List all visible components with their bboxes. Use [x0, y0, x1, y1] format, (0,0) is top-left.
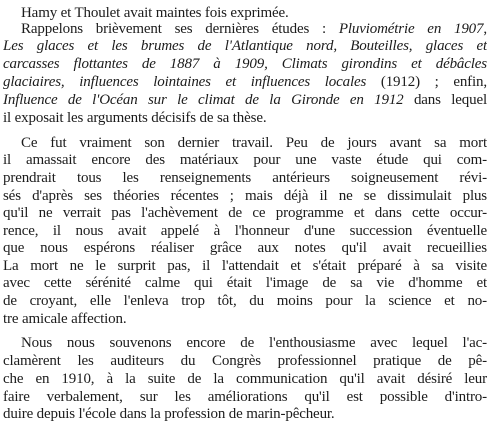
- text-line: [3, 38, 487, 55]
- body-text: dans lequel: [403, 92, 487, 108]
- text-line: [3, 275, 487, 292]
- body-text: La mort ne le surprit pas, il l'attendait et s'était préparé à sa visite: [3, 258, 487, 274]
- text-line: [3, 188, 487, 205]
- italic-title-text: Pluviométrie en 1907: [338, 21, 484, 37]
- text-line: [3, 353, 487, 370]
- text-line: [3, 258, 487, 275]
- italic-title-text: glaciaires, influences lointaines et influences locales: [3, 74, 367, 90]
- text-line: [21, 135, 487, 152]
- body-text: tre amicale affection.: [3, 311, 127, 327]
- body-text: duire depuis l'école dans la profession de marin-pêcheur.: [3, 406, 335, 422]
- text-line: [3, 311, 126, 328]
- text-line: [3, 205, 487, 222]
- body-text: faire verbalement, sur les améliorations qu'il est possible d'intro-: [3, 389, 487, 405]
- body-text: (1912) ; enfin,: [366, 74, 487, 90]
- text-line: [3, 92, 487, 109]
- body-text: avec cette sérénité calme qui était l'image de sa vie d'homme et: [3, 275, 487, 291]
- text-line: [21, 5, 289, 22]
- text-line: [3, 240, 487, 257]
- text-line: [21, 335, 487, 352]
- text-line: [3, 152, 487, 169]
- body-text: Rappelons brièvement ses dernières études :: [21, 21, 339, 37]
- italic-title-text: carcasses flottantes de 1887 à 1909, Climats girondins et débâcles: [3, 56, 487, 72]
- italic-title-text: Les glaces et les brumes de l'Atlantique nord, Bouteilles, glaces et: [3, 38, 487, 54]
- text-line: [3, 389, 487, 406]
- body-text: il amassait encore des matériaux pour une vaste étude qui com-: [3, 152, 487, 168]
- body-text: che en 1910, à la suite de la communication qu'il avait désiré leur: [3, 371, 487, 387]
- body-text: ,: [483, 21, 487, 37]
- text-line: [3, 56, 487, 73]
- body-text: prendrait tous les renseignements antérieurs soigneusement révi-: [3, 170, 487, 186]
- text-line: [3, 74, 487, 91]
- body-text: qu'il ne verrait pas l'achèvement de ce programme et dans cette occur-: [3, 205, 487, 221]
- text-line: [21, 21, 487, 38]
- body-text: Hamy et Thoulet avait maintes fois exprimée.: [21, 5, 289, 21]
- body-text: il exposait les arguments décisifs de sa thèse.: [3, 110, 267, 126]
- body-text: que nous espérons réaliser grâce aux notes qu'il avait recueillies: [3, 240, 487, 256]
- body-text: clamèrent les auditeurs du Congrès professionnel pratique de pê-: [3, 353, 487, 369]
- text-line: [3, 223, 487, 240]
- body-text: Nous nous souvenons encore de l'enthousiasme avec lequel l'ac-: [21, 335, 487, 351]
- body-text: de croyant, elle l'enleva trop tôt, du moins pour la science et no-: [3, 293, 487, 309]
- italic-title-text: Influence de l'Océan sur le climat de la Gironde en 1912: [3, 92, 404, 108]
- body-text: Ce fut vraiment son dernier travail. Peu de jours avant sa mort: [21, 135, 487, 151]
- text-line: [3, 371, 487, 388]
- body-text: rence, il nous avait appelé à l'honneur d'une succession éventuelle: [3, 223, 487, 239]
- text-line: [3, 406, 335, 423]
- text-line: [3, 170, 487, 187]
- text-line: [3, 293, 487, 310]
- text-line: [3, 110, 266, 127]
- body-text: sés d'après ses théories récentes ; mais déjà il ne se dissimulait plus: [3, 188, 487, 204]
